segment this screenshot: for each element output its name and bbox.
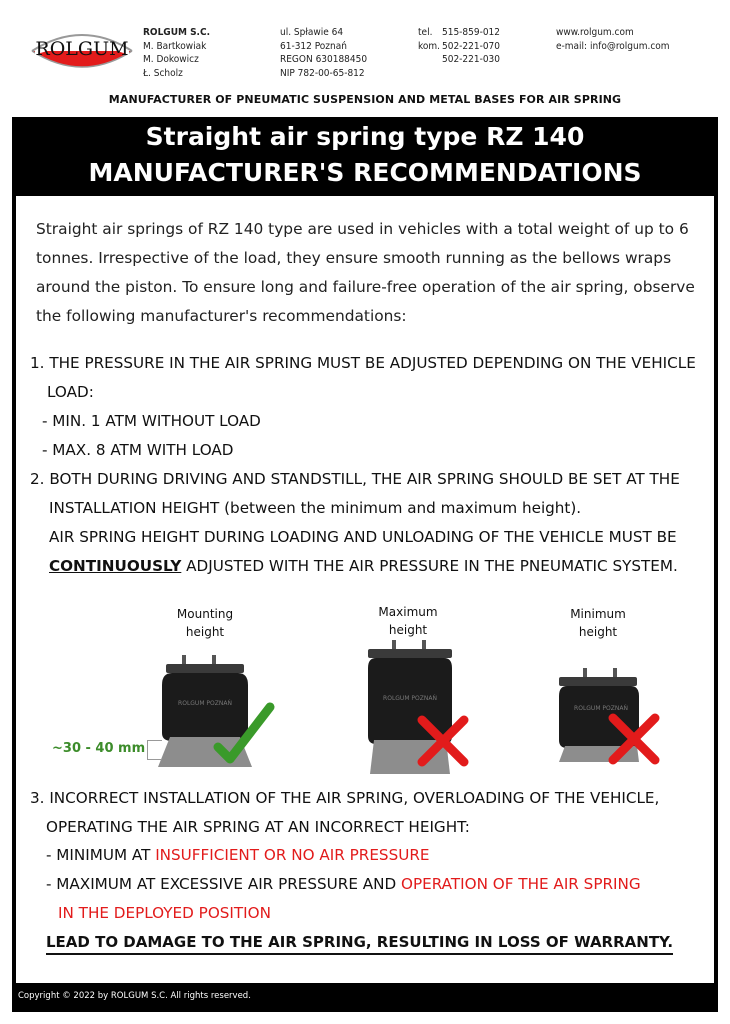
continuously-emphasis: CONTINUOUSLY	[49, 557, 182, 575]
section3-maximum-cont: IN THE DEPLOYED POSITION	[58, 904, 271, 922]
tagline: MANUFACTURER OF PNEUMATIC SUSPENSION AND METAL BASES FOR AIR SPRING	[108, 93, 622, 106]
address-block	[280, 26, 367, 80]
section2-line-rest: ADJUSTED WITH THE AIR PRESSURE IN THE PNEUMATIC SYSTEM.	[181, 557, 678, 575]
address-line: NIP 782-00-65-812	[280, 67, 365, 79]
copyright: Copyright © 2022 by ROLGUM S.C. All rights reserved.	[18, 991, 251, 1001]
bellows-label: ROLGUM POZNAŃ	[574, 705, 628, 712]
company-name: ROLGUM S.C.	[143, 27, 210, 38]
section3-line: 3. INCORRECT INSTALLATION OF THE AIR SPRING, OVERLOADING OF THE VEHICLE,	[30, 789, 660, 807]
section3-line: OPERATING THE AIR SPRING AT AN INCORRECT HEIGHT:	[46, 818, 470, 836]
company-person: Ł. Scholz	[143, 67, 183, 79]
section1-max: - MAX. 8 ATM WITH LOAD	[42, 441, 234, 459]
logo-text: ROLGUM	[35, 38, 129, 60]
maximum-red-text: OPERATION OF THE AIR SPRING	[401, 875, 641, 893]
air-spring-minimum-figure	[555, 668, 675, 774]
warranty-warning: LEAD TO DAMAGE TO THE AIR SPRING, RESULTING IN LOSS OF WARRANTY.	[46, 933, 673, 955]
kom-number: 502-221-070	[442, 40, 500, 52]
section3-minimum: - MINIMUM AT INSUFFICIENT OR NO AIR PRESSURE	[46, 846, 430, 864]
section1-min: - MIN. 1 ATM WITHOUT LOAD	[42, 412, 261, 430]
minimum-red-text: INSUFFICIENT OR NO AIR PRESSURE	[155, 846, 430, 864]
dimension-bracket	[147, 740, 162, 760]
kom-number: 502-221-030	[442, 54, 500, 65]
section1-line: 1. THE PRESSURE IN THE AIR SPRING MUST BE ADJUSTED DEPENDING ON THE VEHICLE	[30, 354, 696, 372]
email-link[interactable]: e-mail: info@rolgum.com	[556, 40, 670, 52]
tel-number: 515-859-012	[442, 27, 500, 38]
section2-line: INSTALLATION HEIGHT (between the minimum and maximum height).	[49, 499, 582, 517]
mounting-dimension: ~30 - 40 mm	[52, 741, 146, 756]
phone-block	[418, 26, 500, 67]
page-subtitle: MANUFACTURER'S RECOMMENDATIONS	[88, 158, 642, 187]
rolgum-logo	[27, 25, 137, 77]
address-line: 61-312 Poznań	[280, 40, 347, 52]
bellows-label: ROLGUM POZNAŃ	[178, 700, 232, 707]
section2-line: 2. BOTH DURING DRIVING AND STANDSTILL, THE AIR SPRING SHOULD BE SET AT THE	[30, 470, 680, 488]
intro-paragraph: Straight air springs of RZ 140 type are used in vehicles with a total weight of up to 6 tonnes. Irrespective of the load, they ensure smooth running as the bellows wraps around the piston. To ensure long and failure-free operation of the air spring, observe the following manufacturer's recommendations:	[36, 220, 695, 325]
web-block	[556, 26, 670, 53]
company-person: M. Dokowicz	[143, 54, 199, 65]
section2-line: AIR SPRING HEIGHT DURING LOADING AND UNLOADING OF THE VEHICLE MUST BE	[49, 528, 677, 546]
section1-line: LOAD:	[47, 383, 94, 401]
company-block	[143, 26, 210, 80]
address-line: REGON 630188450	[280, 54, 368, 65]
caption-maximum: Maximum height	[378, 605, 438, 637]
section3-maximum: - MAXIMUM AT EXCESSIVE AIR PRESSURE AND OPERATION OF THE AIR SPRING	[46, 875, 641, 893]
page-title: Straight air spring type RZ 140	[145, 122, 585, 151]
section2-line	[49, 557, 678, 575]
caption-mounting: Mounting height	[176, 607, 234, 639]
kom-label: kom.	[418, 40, 440, 52]
address-line: ul. Spławie 64	[280, 27, 344, 38]
tel-label: tel.	[418, 27, 433, 38]
air-spring-maximum-figure	[360, 640, 480, 776]
website-link[interactable]: www.rolgum.com	[556, 27, 634, 38]
caption-minimum: Minimum height	[570, 607, 626, 639]
air-spring-mounting-figure	[148, 655, 288, 770]
company-person: M. Bartkowiak	[143, 40, 207, 52]
bellows-label: ROLGUM POZNAŃ	[383, 695, 437, 702]
